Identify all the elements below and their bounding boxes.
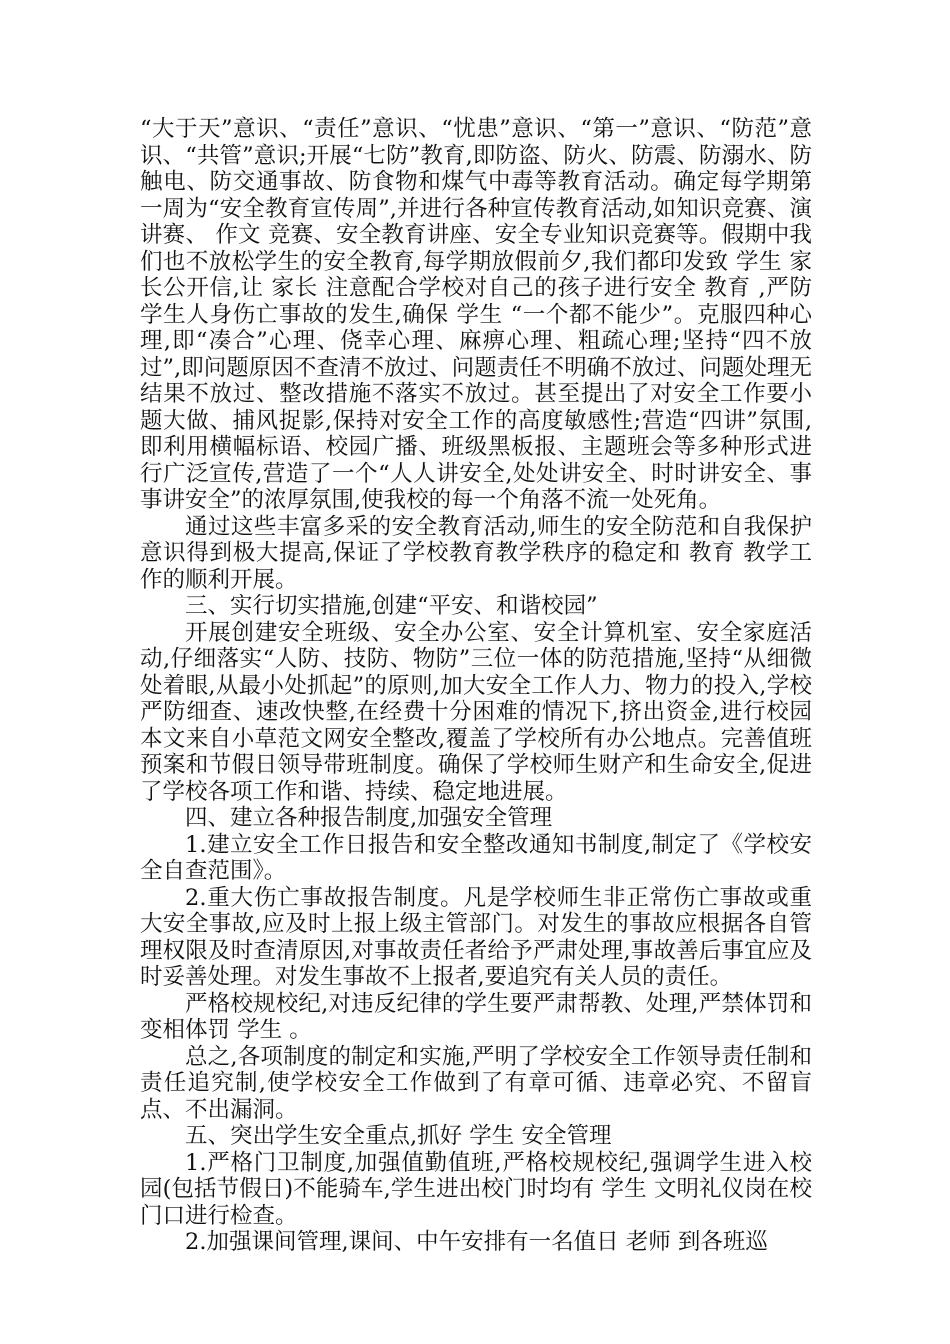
paragraph-safe-campus: 开展创建安全班级、安全办公室、安全计算机室、安全家庭活动,仔细落实“人防、技防、物防”三位一体的防范措施,坚持“从细微处着眼,从最小处抓起”的原则,加大安全工作人力、物力的投入,学校严防细查、速改快整,在经费十分困难的情况下,挤出资金,进行校园本文来自小草范文网安全整改,覆盖了学校所有办公地点。完善值班预案和节假日领导带班制度。确保了学校师生财产和生命安全,促进了学校各项工作和谐、持续、稳定地进展。 — [140, 619, 812, 805]
document-body — [140, 116, 812, 1256]
list-item-recess-management: 2.加强课间管理,课间、中午安排有一名值日 老师 到各班巡 — [185, 1229, 768, 1255]
paragraph-education-results: 通过这些丰富多采的安全教育活动,师生的安全防范和自我保护意识得到极大提高,保证了学校教育教学秩序的稳定和 教育 教学工作的顺利开展。 — [140, 513, 812, 593]
list-item-gate-duty: 1.严格门卫制度,加强值勤值班,严格校规校纪,强调学生进入校园(包括节假日)不能骑车,学生进出校门时均有 学生 文明礼仪岗在校门口进行检查。 — [140, 1149, 812, 1229]
paragraph-discipline: 严格校规校纪,对违反纪律的学生要严肃帮教、处理,严禁体罚和变相体罚 学生 。 — [140, 990, 812, 1043]
list-item-daily-report: 1.建立安全工作日报告和安全整改通知书制度,制定了《学校安全自查范围》。 — [140, 831, 812, 884]
section-heading-5: 五、突出学生安全重点,抓好 学生 安全管理 — [185, 1123, 612, 1149]
paragraph-safety-awareness: “大于天”意识、“责任”意识、“忧患”意识、“第一”意识、“防范”意识、“共管”意识;开展“七防”教育,即防盗、防火、防震、防溺水、防触电、防交通事故、防食物和煤气中毒等教育活动。确定每学期第一周为“安全教育宣传周”,并进行各种宣传教育活动,如知识竞赛、演讲赛、 作文 竞赛、安全教育讲座、安全专业知识竞赛等。假期中我们也不放松学生的安全教育,每学期放假前夕,我们都印发致 学生 家长公开信,让 家长 注意配合学校对自己的孩子进行安全 教育 ,严防学生人身伤亡事故的发生,确保 学生 “一个都不能少”。克服四种心理,即“凑合”心理、侥幸心理、麻痹心理、粗疏心理;坚持“四不放过”,即问题原因不查清不放过、问题责任不明确不放过、问题处理无结果不放过、整改措施不落实不放过。甚至提出了对安全工作要小题大做、捕风捉影,保持对安全工作的高度敏感性;营造“四讲”氛围,即利用横幅标语、校园广播、班级黑板报、主题班会等多种形式进行广泛宣传,营造了一个“人人讲安全,处处讲安全、时时讲安全、事事讲安全”的浓厚氛围,使我校的每一个角落不流一处死角。 — [140, 116, 812, 513]
section-heading-3: 三、实行切实措施,创建“平安、和谐校园” — [185, 593, 598, 619]
paragraph-summary: 总之,各项制度的制定和实施,严明了学校安全工作领导责任制和责任追究制,使学校安全工作做到了有章可循、违章必究、不留盲点、不出漏洞。 — [140, 1043, 812, 1123]
list-item-accident-report: 2.重大伤亡事故报告制度。凡是学校师生非正常伤亡事故或重大安全事故,应及时上报上级主管部门。对发生的事故应根据各自管理权限及时查清原因,对事故责任者给予严肃处理,事故善后事宜应及时妥善处理。对发生事故不上报者,要追究有关人员的责任。 — [140, 884, 812, 990]
section-heading-4: 四、建立各种报告制度,加强安全管理 — [185, 805, 553, 831]
